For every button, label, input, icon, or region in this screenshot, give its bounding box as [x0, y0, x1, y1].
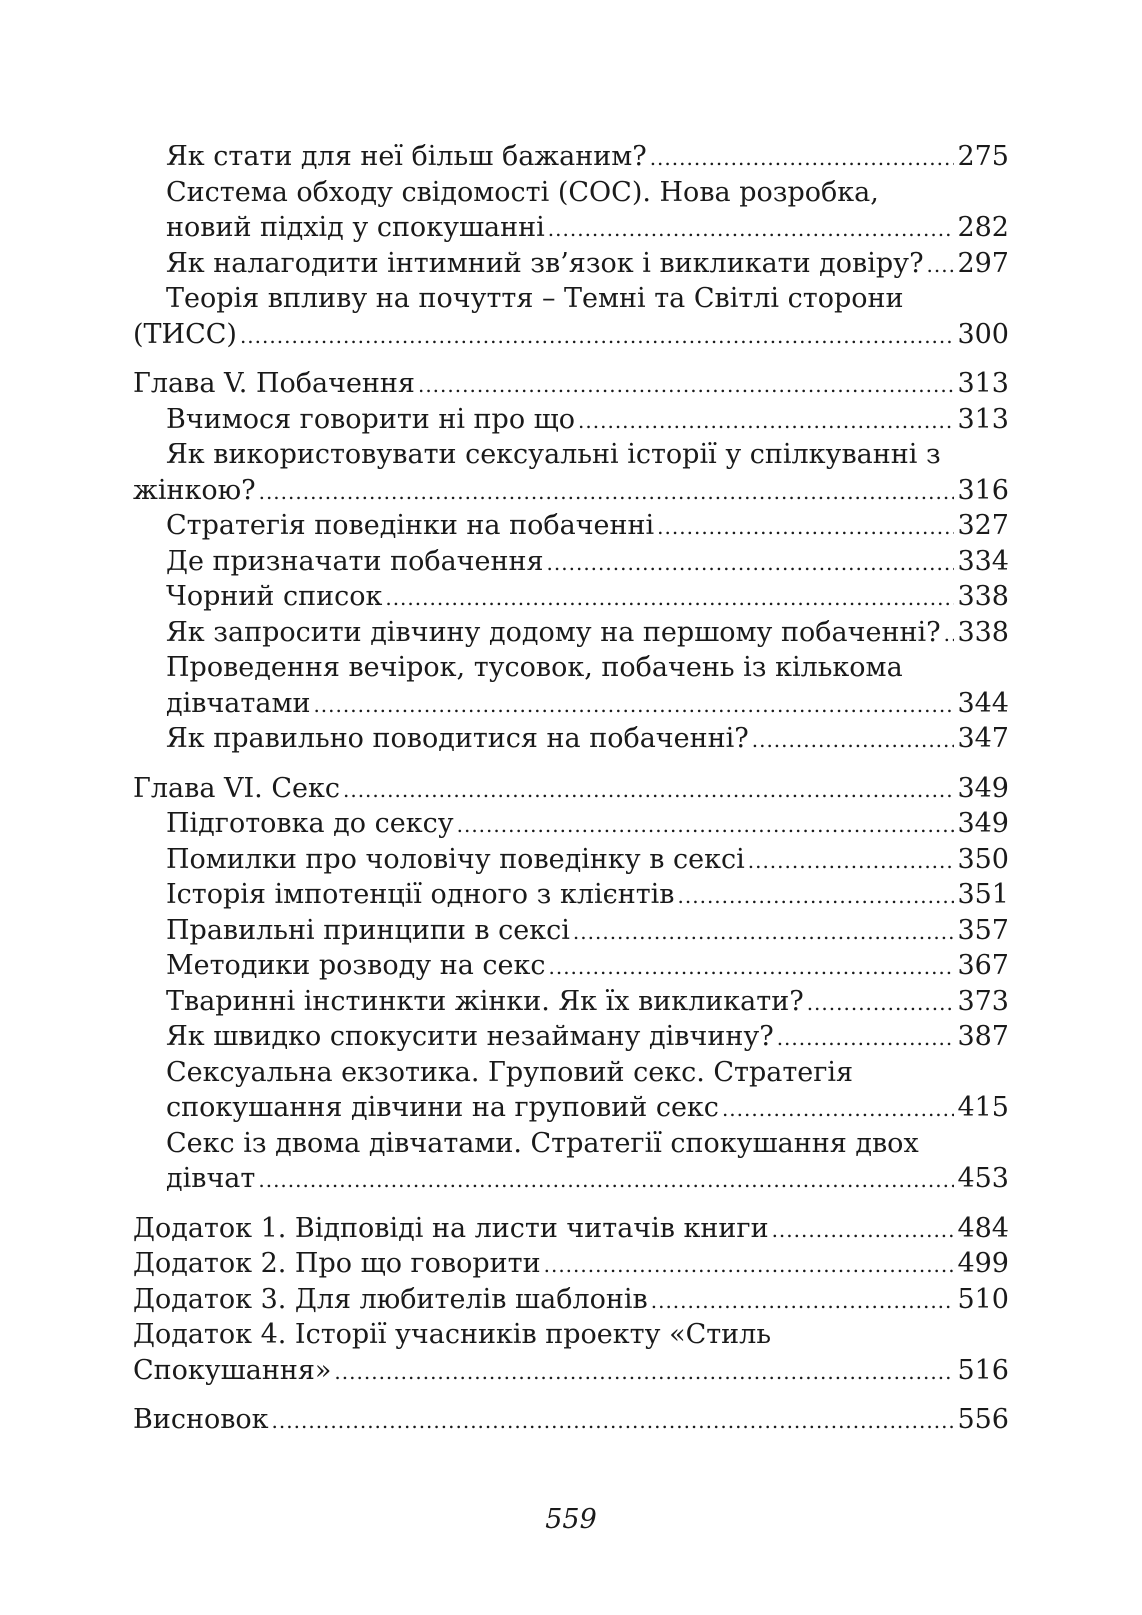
toc-entry-page: 282	[957, 212, 1009, 243]
toc-entry-title: Чорний список	[166, 581, 383, 612]
toc-entry	[133, 721, 1009, 757]
toc-entry-page: 313	[957, 403, 1009, 435]
toc-entry-page: 344	[957, 687, 1009, 719]
toc-conclusion-page: 556	[957, 1404, 1009, 1435]
dot-leader	[548, 212, 954, 248]
toc-chapter	[133, 771, 1009, 807]
toc-entry-line	[133, 175, 1009, 211]
dot-leader	[240, 319, 954, 355]
toc-entry-title: спокушання дівчини на груповий секс	[166, 1092, 719, 1123]
toc-entry-title: (ТИСС)	[133, 318, 237, 350]
toc-entry-title: Історія імпотенції одного з клієнтів	[166, 879, 675, 910]
dot-leader	[547, 546, 954, 582]
dot-leader	[678, 879, 954, 915]
toc-entry	[133, 877, 1009, 913]
toc-entry-page: 338	[957, 616, 1009, 648]
dot-leader	[259, 475, 954, 511]
toc-appendix-page: 516	[957, 1354, 1009, 1386]
toc-entry-title-line1: Проведення вечірок, тусовок, побачень із кількома	[166, 652, 903, 683]
dot-leader	[651, 1284, 954, 1320]
dot-leader	[418, 368, 954, 404]
toc-entry-title: Вчимося говорити ні про що	[166, 403, 576, 435]
dot-leader	[272, 1404, 954, 1440]
toc-entry-title: Методики розводу на секс	[166, 950, 546, 981]
toc-entry-line	[133, 437, 1009, 473]
toc-entry-title: жінкою?	[133, 474, 256, 506]
toc-entry-page: 347	[957, 723, 1009, 754]
toc-entry-title-line1: Система обходу свідомості (СОС). Нова розробка,	[166, 176, 879, 208]
dot-leader	[343, 773, 954, 809]
dot-leader	[772, 1213, 954, 1249]
toc-entry	[133, 842, 1009, 878]
toc-entry-title: дівчат	[166, 1163, 256, 1194]
toc-entry	[133, 1019, 1009, 1055]
dot-leader	[548, 950, 954, 986]
toc-entry-title: Підготовка до сексу	[166, 808, 454, 839]
toc-appendix-page: 499	[957, 1248, 1009, 1279]
toc-conclusion	[133, 1402, 1009, 1438]
toc-chapter	[133, 366, 1009, 402]
toc-appendix	[133, 1211, 1009, 1247]
toc-entry-title: новий підхід у спокушанні	[166, 212, 545, 243]
dot-leader	[578, 404, 954, 440]
dot-leader	[544, 1248, 954, 1284]
toc-entry	[133, 686, 1009, 722]
dot-leader	[573, 915, 954, 951]
toc-appendix-page: 484	[957, 1212, 1009, 1244]
toc-entry-line	[133, 1055, 1009, 1091]
toc-entry-page: 351	[957, 879, 1009, 910]
toc-entry-title-line1: Як використовувати сексуальні історії у спілкуванні з	[166, 439, 941, 470]
toc-entry-title: Як стати для неї більш бажаним?	[166, 141, 647, 172]
dot-leader	[457, 808, 954, 844]
toc-entry-page: 387	[957, 1021, 1009, 1052]
dot-leader	[748, 844, 954, 880]
toc-entry-page: 297	[957, 247, 1009, 279]
toc-conclusion-title: Висновок	[133, 1404, 269, 1435]
dot-leader	[722, 1092, 954, 1128]
toc-entry-page: 350	[957, 843, 1009, 875]
toc-chapter-title: Глава VI. Секс	[133, 772, 340, 804]
toc-entry	[133, 508, 1009, 544]
toc-entry	[133, 948, 1009, 984]
toc-entry-page: 334	[957, 545, 1009, 577]
toc-entry-page: 316	[957, 474, 1009, 506]
toc-entry	[133, 246, 1009, 282]
toc-appendix	[133, 1282, 1009, 1318]
toc-entry-page: 327	[957, 510, 1009, 541]
toc-appendix-title: Додаток 1. Відповіді на листи читачів книги	[133, 1212, 769, 1244]
toc-entry-title: Тваринні інстинкти жінки. Як їх викликати?	[166, 985, 804, 1017]
toc-entry-title: Як правильно поводитися на побаченні?	[166, 723, 749, 754]
dot-leader	[334, 1355, 954, 1391]
toc-entry-page: 367	[957, 950, 1009, 981]
toc-entry-title: Де призначати побачення	[166, 545, 544, 577]
toc-appendix-title: Додаток 2. Про що говорити	[133, 1248, 541, 1279]
toc-appendix-title: Спокушання»	[133, 1354, 332, 1386]
toc-entry-title: Стратегія поведінки на побаченні	[166, 510, 655, 541]
toc-entry-title: Правильні принципи в сексі	[166, 914, 570, 946]
toc-entry	[133, 1161, 1009, 1197]
toc-entry	[133, 984, 1009, 1020]
dot-leader	[807, 986, 954, 1022]
toc-entry-page: 453	[957, 1163, 1009, 1194]
toc-entry-title-line1: Теорія впливу на почуття – Темні та Світлі сторони	[166, 283, 904, 314]
dot-leader	[752, 723, 954, 759]
toc-entry-title-line1: Сексуальна екзотика. Груповий секс. Стратегія	[166, 1056, 854, 1088]
toc-chapter-title: Глава V. Побачення	[133, 368, 415, 399]
toc-entry-title: Як запросити дівчину додому на першому побаченні?	[166, 616, 941, 648]
toc-entry	[133, 210, 1009, 246]
toc-entry-title-line1: Секс із двома дівчатами. Стратегії спокушання двох	[166, 1127, 919, 1159]
toc-entry	[133, 402, 1009, 438]
toc-entry	[133, 317, 1009, 353]
toc-appendix-title: Додаток 3. Для любителів шаблонів	[133, 1283, 648, 1315]
toc-entry	[133, 139, 1009, 175]
dot-leader	[657, 510, 954, 546]
toc-entry-line	[133, 650, 1009, 686]
toc-appendix	[133, 1246, 1009, 1282]
dot-leader	[385, 581, 954, 617]
toc-entry-page: 349	[957, 808, 1009, 839]
toc-entry-page: 373	[957, 985, 1009, 1017]
toc-appendix	[133, 1353, 1009, 1389]
dot-leader	[313, 688, 954, 724]
toc-entry-page: 415	[957, 1092, 1009, 1123]
toc-entry	[133, 806, 1009, 842]
dot-leader	[927, 248, 954, 284]
toc-entry-title: дівчатами	[166, 687, 311, 719]
toc-entry-title: Помилки про чоловічу поведінку в сексі	[166, 843, 745, 875]
toc-entry-page: 338	[957, 581, 1009, 612]
dot-leader	[944, 617, 954, 653]
dot-leader	[258, 1163, 954, 1199]
toc-entry-title: Як швидко спокусити незайману дівчину?	[166, 1021, 774, 1052]
toc-entry-page: 357	[957, 914, 1009, 946]
toc-chapter-page: 313	[957, 368, 1009, 399]
toc-entry	[133, 579, 1009, 615]
toc-entry-line	[133, 1126, 1009, 1162]
toc-entry	[133, 1090, 1009, 1126]
toc-appendix-line	[133, 1317, 1009, 1353]
toc-entry-line	[133, 281, 1009, 317]
toc-entry	[133, 473, 1009, 509]
toc-chapter-page: 349	[957, 772, 1009, 804]
toc-entry-page: 300	[957, 318, 1009, 350]
toc-appendix-page: 510	[957, 1283, 1009, 1315]
toc-entry	[133, 615, 1009, 651]
dot-leader	[650, 141, 954, 177]
table-of-contents	[133, 139, 1009, 1438]
toc-entry-title: Як налагодити інтимний зв’язок і викликати довіру?	[166, 247, 924, 279]
toc-appendix-title-line1: Додаток 4. Історії учасників проекту «Стиль	[133, 1319, 772, 1350]
page-number: 559	[545, 1504, 597, 1535]
toc-entry-page: 275	[957, 141, 1009, 172]
dot-leader	[777, 1021, 954, 1057]
toc-entry	[133, 913, 1009, 949]
toc-entry	[133, 544, 1009, 580]
